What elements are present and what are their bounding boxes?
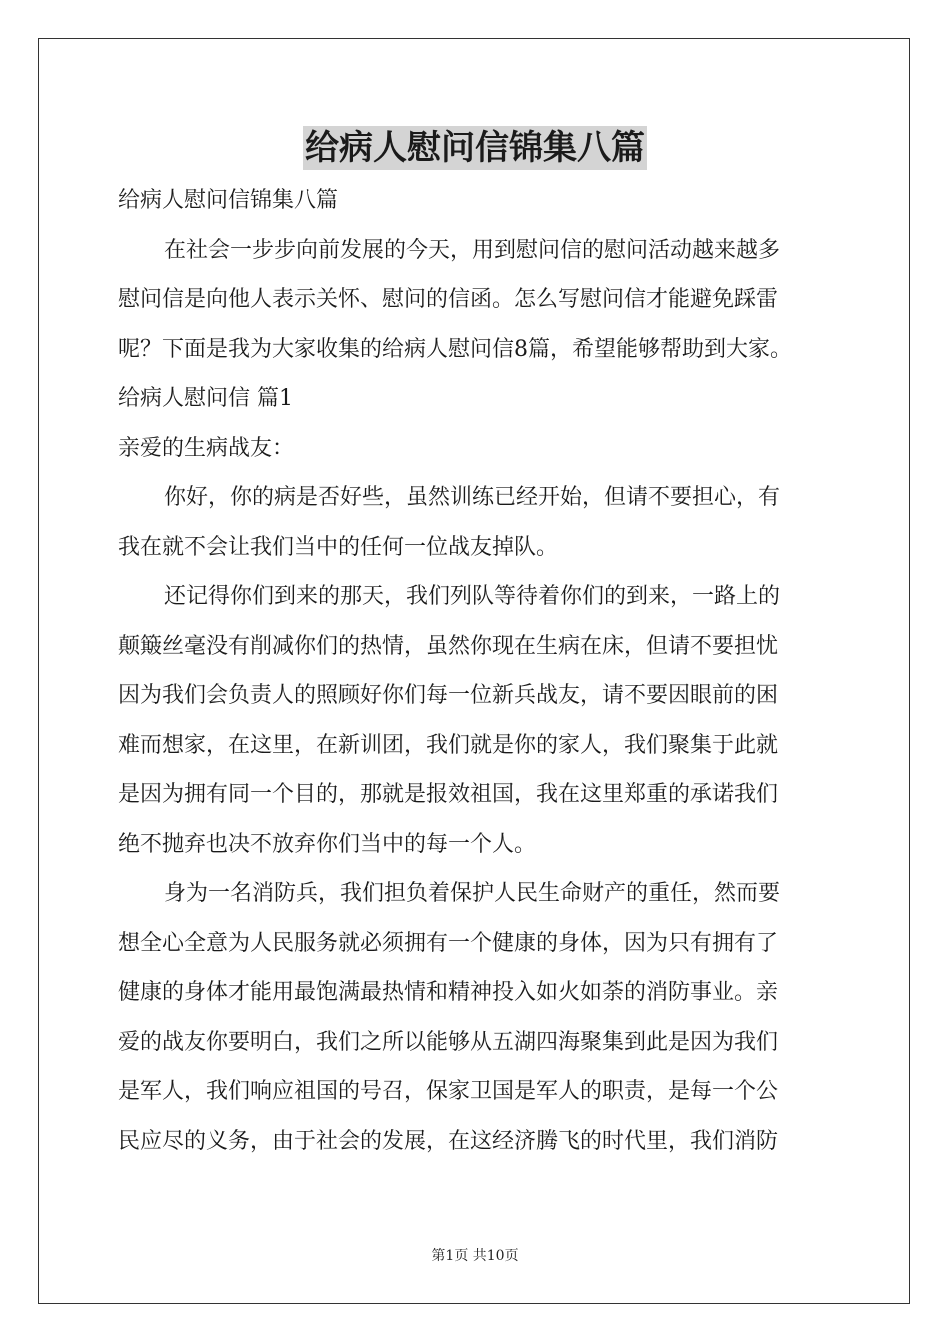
text-line: 给病人慰问信锦集八篇 (118, 188, 339, 213)
text-line: 还记得你们到来的那天，我们列队等待着你们的到来，一路上的 (164, 584, 781, 609)
text-line: 健康的身体才能用最饱满最热情和精神投入如火如荼的消防事业。亲 (118, 980, 779, 1005)
text-line: 是军人，我们响应祖国的号召，保家卫国是军人的职责，是每一个公 (118, 1079, 779, 1104)
text-line: 呢？下面是我为大家收集的给病人慰问信8篇，希望能够帮助到大家。 (118, 336, 792, 362)
text-line: 民应尽的义务，由于社会的发展，在这经济腾飞的时代里，我们消防 (118, 1128, 779, 1154)
text-line: 想全心全意为人民服务就必须拥有一个健康的身体，因为只有拥有了 (118, 930, 779, 956)
document-title: 给病人慰问信锦集八篇 (305, 128, 645, 168)
text-line: 亲爱的生病战友： (118, 435, 295, 461)
text-line: 颠簸丝毫没有削减你们的热情，虽然你现在生病在床，但请不要担忧 (118, 633, 779, 659)
page-footer: 第1页 共10页 (431, 1248, 519, 1264)
text-line: 因为我们会负责人的照顾好你们每一位新兵战友，请不要因眼前的困 (118, 683, 779, 708)
text-line: 慰问信是向他人表示关怀、慰问的信函。怎么写慰问信才能避免踩雷 (118, 287, 779, 312)
text-line: 难而想家，在这里，在新训团，我们就是你的家人，我们聚集于此就 (118, 732, 779, 758)
text-line: 你好，你的病是否好些，虽然训练已经开始，但请不要担心，有 (164, 485, 781, 510)
text-line: 身为一名消防兵，我们担负着保护人民生命财产的重任，然而要 (164, 881, 781, 906)
text-line: 爱的战友你要明白，我们之所以能够从五湖四海聚集到此是因为我们 (118, 1029, 779, 1055)
text-line: 给病人慰问信 篇1 (118, 386, 293, 411)
text-line: 在社会一步步向前发展的今天，用到慰问信的慰问活动越来越多 (164, 237, 781, 263)
document-body (118, 176, 838, 1166)
text-line: 是因为拥有同一个目的，那就是报效祖国，我在这里郑重的承诺我们 (118, 782, 779, 807)
text-line: 绝不抛弃也决不放弃你们当中的每一个人。 (118, 831, 537, 857)
text-line: 我在就不会让我们当中的任何一位战友掉队。 (118, 534, 559, 560)
title-container (0, 126, 950, 170)
